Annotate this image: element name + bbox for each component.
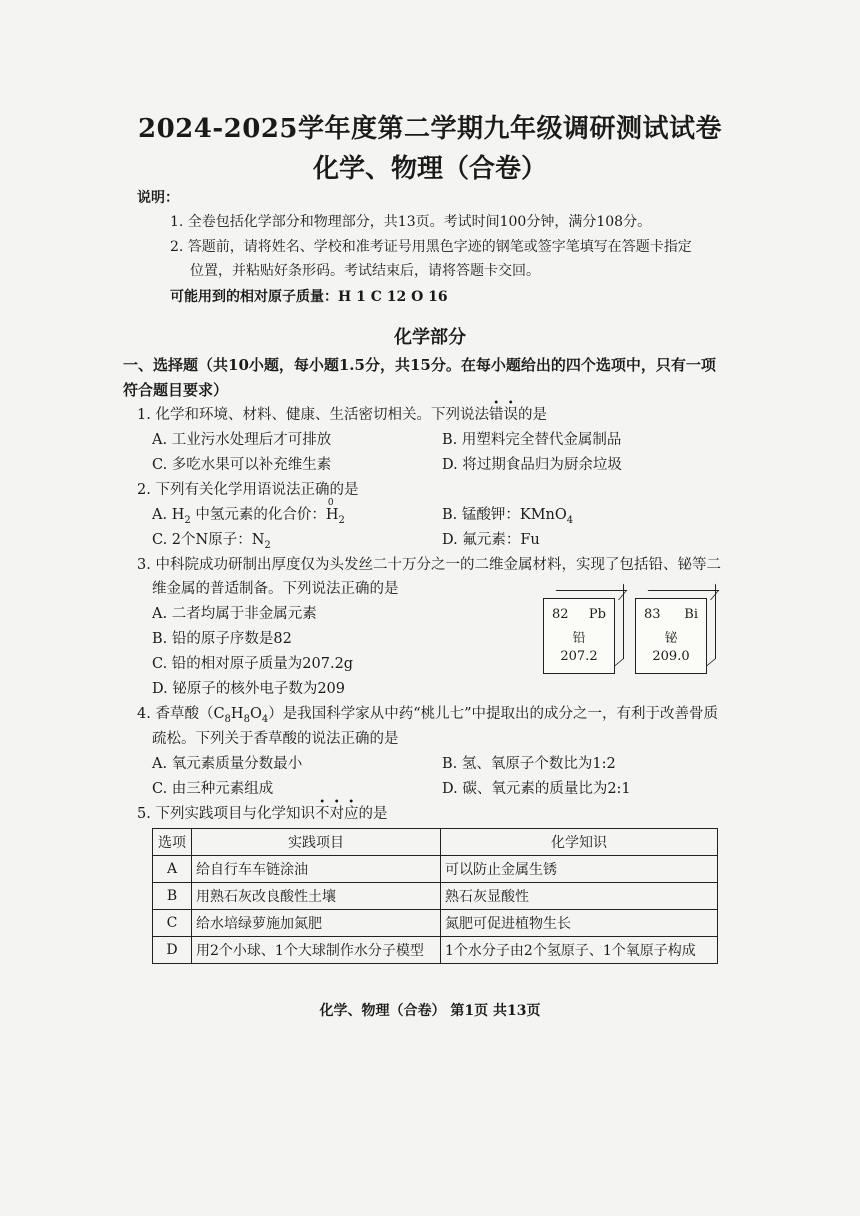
element-card-bi: 83 Bi 铋 209.0: [635, 598, 707, 674]
section-title: 化学部分: [394, 327, 466, 348]
table-row: A 给自行车车链涂油 可以防止金属生锈: [153, 856, 718, 883]
q4-option-c: C. 由三种元素组成: [152, 781, 274, 797]
table-row: B 用熟石灰改良酸性土壤 熟石灰显酸性: [153, 883, 718, 910]
exam-subtitle: 化学、物理（合卷）: [312, 154, 547, 184]
question-3-stem-line2: 维金属的普适制备。下列说法正确的是: [152, 581, 399, 597]
table-header-knowledge: 化学知识: [441, 829, 718, 856]
instruction-item-2: 2. 答题前，请将姓名、学校和准考证号用黑色字迹的钢笔或签字笔填写在答题卡指定: [170, 239, 692, 255]
question-5-table: [152, 828, 718, 964]
instruction-item-1: 1. 全卷包括化学部分和物理部分，共13页。考试时间100分钟，满分108分。: [170, 214, 652, 230]
part-one-instructions: 一、选择题（共10小题，每小题1.5分，共15分。在每小题给出的四个选项中，只有一项符合题目要求）: [123, 356, 716, 399]
table-row: D 用2个小球、1个大球制作水分子模型 1个水分子由2个氢原子、1个氧原子构成: [153, 937, 718, 964]
instructions-heading: 说明：: [137, 190, 179, 206]
q1-option-a: A. 工业污水处理后才可排放: [152, 432, 332, 448]
q2-option-a: A. $H_2$ 中氢元素的化合价： 0 $H_2$: [152, 498, 345, 526]
q1-option-c: C. 多吃水果可以补充维生素: [152, 457, 332, 473]
question-4-stem-line2: 疏松。下列关于香草酸的说法正确的是: [152, 731, 399, 747]
table-header-row: [153, 829, 718, 856]
q3-option-d: D. 铋原子的核外电子数为209: [152, 681, 346, 697]
question-1-stem: 1. 化学和环境、材料、健康、生活密切相关。下列说法错误的是: [137, 407, 547, 423]
element-card-pb: 82 Pb 铅 207.2: [543, 598, 615, 674]
atomic-masses: 可能用到的相对原子质量：H 1 C 12 O 16: [170, 289, 448, 305]
q1-option-b: B. 用塑料完全替代金属制品: [442, 432, 622, 448]
page-footer: 化学、物理（合卷） 第1页 共13页: [319, 1003, 541, 1019]
question-5-stem: 5. 下列实践项目与化学知识不对应的是: [137, 806, 388, 822]
table-row: C 给水培绿萝施加氮肥 氮肥可促进植物生长: [153, 910, 718, 937]
table-header-practice: 实践项目: [192, 829, 441, 856]
q3-option-c: C. 铅的相对原子质量为207.2g: [152, 656, 354, 672]
q2-option-c: C. 2个N原子：$N_2$: [152, 532, 271, 551]
table-header-option: 选项: [153, 829, 192, 856]
q4-option-b: B. 氢、氧原子个数比为1:2: [442, 756, 616, 772]
question-4-stem-line1: 4. 香草酸$(C_8H_8O_4)$是我国科学家从中药“桃儿七”中提取出的成分之一，有利于改善骨质: [137, 706, 719, 725]
q4-option-d: D. 碳、氧元素的质量比为2:1: [442, 781, 631, 797]
q3-option-a: A. 二者均属于非金属元素: [152, 606, 317, 622]
instruction-item-2-cont: 位置，并粘贴好条形码。考试结束后，请将答题卡交回。: [190, 263, 540, 279]
q2-option-d: D. 氟元素：Fu: [442, 532, 540, 548]
q3-option-b: B. 铅的原子序数是82: [152, 631, 292, 647]
q1-option-d: D. 将过期食品归为厨余垃圾: [442, 457, 622, 473]
exam-title: 2024-2025学年度第二学期九年级调研测试试卷: [137, 114, 723, 144]
q4-option-a: A. 氧元素质量分数最小: [152, 756, 303, 772]
question-2-stem: 2. 下列有关化学用语说法正确的是: [137, 482, 359, 498]
question-3-stem-line1: 3. 中科院成功研制出厚度仅为头发丝二十万分之一的二维金属材料，实现了包括铅、铋等二: [137, 557, 721, 573]
q2-option-b: B. 锰酸钾：KMnO$_4$: [442, 507, 574, 526]
